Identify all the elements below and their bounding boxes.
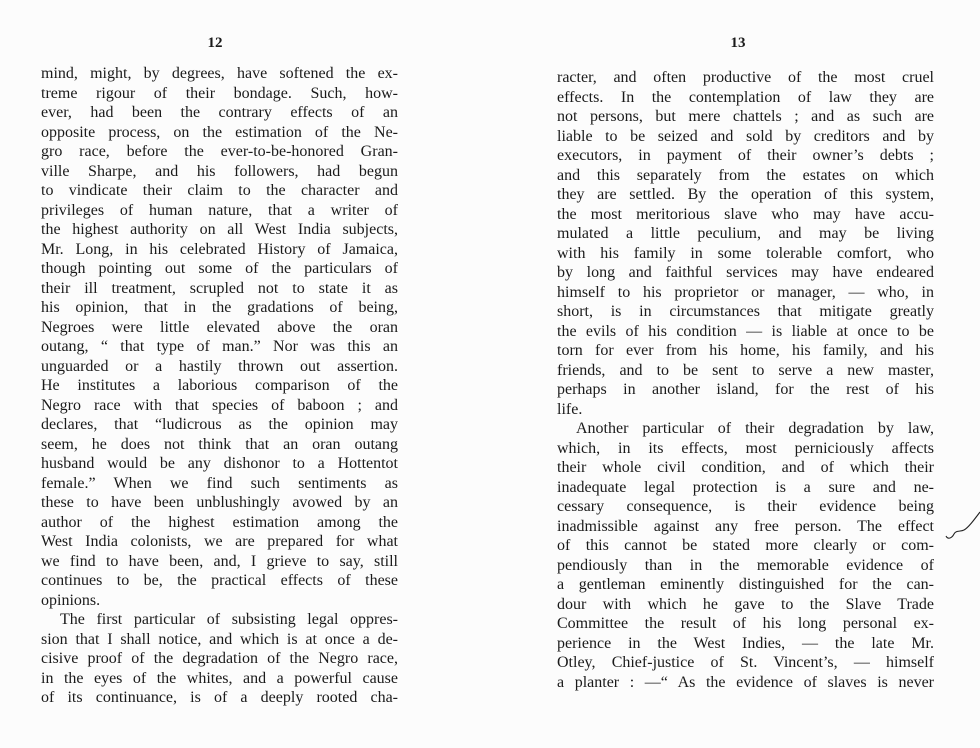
text-line: effects. In the contemplation of law they are: [557, 88, 934, 106]
text-line: short, is in circumstances that mitigate greatly: [557, 303, 934, 320]
text-line: inadmissible against any free person. The effect: [557, 517, 934, 535]
text-line: unguarded or a hastily thrown out assertion.: [41, 357, 398, 375]
text-line: Negroes were little elevated above the oran: [41, 318, 398, 336]
text-line: mind, might, by degrees, have softened the ex-: [41, 65, 398, 82]
text-line: in the eyes of the whites, and a powerful cause: [41, 669, 398, 687]
text-line: Otley, Chief-justice of St. Vincent’s, — himself: [557, 654, 934, 671]
text-line: cessary consequence, is their evidence being: [557, 498, 934, 515]
text-line: his opinion, that in the gradations of being,: [41, 299, 398, 316]
page-text: [41, 64, 398, 708]
text-line: outang, “ that type of man.” Nor was this an: [41, 338, 398, 355]
page-number: 13: [730, 35, 746, 51]
text-line: opposite process, on the estimation of the Ne-: [41, 123, 398, 141]
text-line: Negro race with that species of baboon ; and: [41, 396, 398, 414]
text-line: ville Sharpe, and his followers, had begun: [41, 162, 398, 180]
text-line: executors, in payment of their owner’s debts ;: [557, 147, 934, 164]
text-line: and this separately from the estates on which: [557, 166, 934, 184]
text-line: He institutes a laborious comparison of the: [41, 377, 398, 394]
text-line: seem, he does not think that an oran outang: [41, 435, 398, 453]
text-line: husband would be any dishonor to a Hottentot: [41, 455, 398, 472]
text-line: a planter : —“ As the evidence of slaves is never: [557, 673, 934, 691]
text-line: which, in its effects, most perniciously affects: [557, 439, 934, 457]
text-line: sion that I shall notice, and which is at once a de-: [41, 630, 398, 648]
text-line: Committee the result of his long personal ex-: [557, 615, 934, 632]
text-line: they are settled. By the operation of this system,: [557, 186, 934, 203]
text-line: of its continuance, is of a deeply rooted cha-: [41, 689, 398, 706]
text-line: mulated a little peculium, and may be living: [557, 225, 934, 242]
text-line: their whole civil condition, and of which their: [557, 459, 934, 476]
text-line: with his family in some tolerable comfort, who: [557, 244, 934, 262]
text-line: The first particular of subsisting legal oppres-: [60, 611, 398, 628]
text-line: of this cannot be stated more clearly or com-: [557, 537, 934, 554]
text-line: Another particular of their degradation by law,: [576, 420, 934, 437]
text-line: liable to be seized and sold by creditors and by: [557, 127, 934, 145]
text-line: a gentleman eminently distinguished for the can-: [557, 576, 934, 593]
right-page: [490, 0, 980, 748]
text-line: to vindicate their claim to the character and: [41, 182, 398, 199]
text-line: the most meritorious slave who may have accu-: [557, 205, 934, 223]
page-text: [557, 68, 934, 692]
text-line: cisive proof of the degradation of the Negro race,: [41, 650, 398, 667]
text-line: opinions.: [41, 591, 101, 609]
text-line: by long and faithful services may have endeared: [557, 264, 934, 281]
text-line: we find to have been, and, I grieve to say, still: [41, 552, 398, 570]
text-line: gro race, before the ever-to-be-honored Gran-: [41, 143, 398, 160]
text-line: friends, and to be sent to serve a new master,: [557, 361, 934, 379]
text-line: not persons, but mere chattels ; and as such are: [557, 108, 934, 125]
pen-mark-icon: [944, 510, 980, 550]
text-line: West India colonists, we are prepared for what: [41, 533, 398, 550]
text-line: their ill treatment, scrupled not to state it as: [41, 279, 398, 297]
text-line: continues to be, the practical effects of these: [41, 572, 398, 589]
text-line: racter, and often productive of the most cruel: [557, 69, 934, 86]
text-line: privileges of human nature, that a writer of: [41, 201, 398, 219]
text-line: declares, that “ludicrous as the opinion may: [41, 416, 398, 433]
text-line: the highest authority on all West India subjects,: [41, 221, 398, 238]
text-line: ever, had been the contrary effects of an: [41, 104, 398, 121]
text-line: female.” When we find such sentiments as: [41, 474, 398, 492]
text-line: author of the highest estimation among the: [41, 513, 398, 531]
text-line: himself to his proprietor or manager, — who, in: [557, 283, 934, 301]
text-line: though pointing out some of the particulars of: [41, 260, 398, 277]
text-line: perience in the West Indies, — the late Mr.: [557, 634, 934, 652]
text-line: dour with which he gave to the Slave Trade: [557, 595, 934, 613]
text-line: life.: [557, 400, 583, 418]
text-line: these to have been unblushingly avowed by an: [41, 494, 398, 511]
text-line: perhaps in another island, for the rest of his: [557, 381, 934, 398]
text-line: the evils of his condition — is liable at once to be: [557, 322, 934, 340]
text-line: Mr. Long, in his celebrated History of Jamaica,: [41, 240, 398, 258]
text-line: inadequate legal protection is a sure and ne-: [557, 478, 934, 496]
text-line: pendiously than in the memorable evidence of: [557, 556, 934, 574]
page-number: 12: [207, 35, 223, 51]
text-line: treme rigour of their bondage. Such, how-: [41, 84, 398, 102]
text-line: torn for ever from his home, his family, and his: [557, 342, 934, 359]
